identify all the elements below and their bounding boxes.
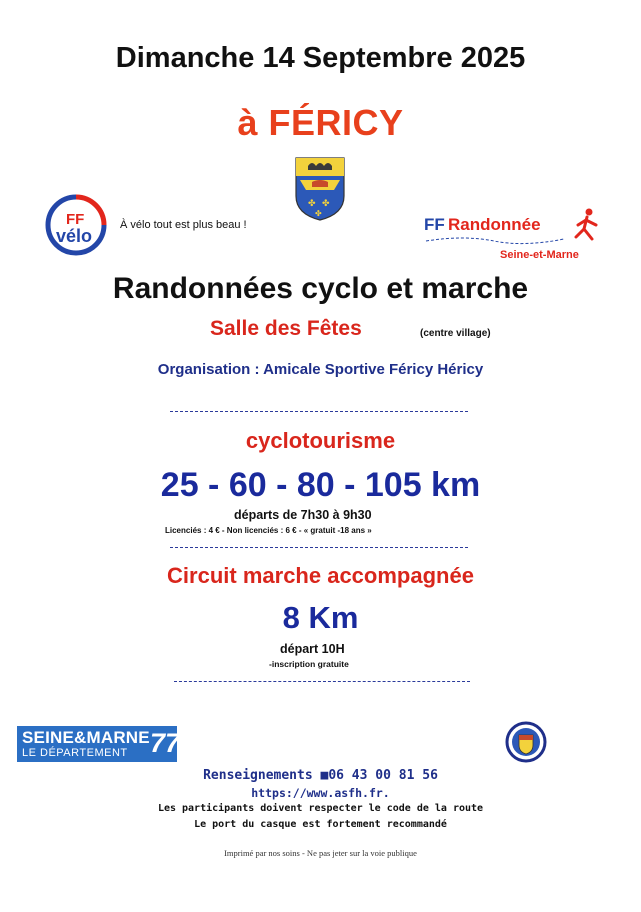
cyclotourisme-title: cyclotourisme xyxy=(245,428,396,453)
ffvelo-velo: vélo xyxy=(56,226,93,246)
divider xyxy=(170,411,468,412)
event-place: à FÉRICY xyxy=(237,102,404,143)
renseignements-phone: Renseignements ■06 43 00 81 56 xyxy=(203,768,438,783)
marche-inscription: -inscription gratuite xyxy=(269,659,349,669)
marche-distance: 8 Km xyxy=(282,600,359,635)
ffrando-sub: Seine-et-Marne xyxy=(500,249,579,261)
ffvelo-tagline: À vélo tout est plus beau ! xyxy=(120,219,247,231)
divider xyxy=(174,681,470,682)
seine-marne-line2: LE DÉPARTEMENT xyxy=(22,747,128,759)
svg-text:✤: ✤ xyxy=(322,199,330,209)
coat-of-arms-icon xyxy=(294,156,346,222)
event-date: Dimanche 14 Septembre 2025 xyxy=(115,42,526,74)
hiker-icon xyxy=(576,209,596,240)
divider xyxy=(170,547,468,548)
cyclo-departs: départs de 7h30 à 9h30 xyxy=(234,508,372,522)
ffrandonnee-logo xyxy=(424,205,604,261)
website-link[interactable]: https://www.asfh.fr. xyxy=(251,786,390,800)
ffvelo-ff: FF xyxy=(66,211,85,228)
printed-notice: Imprimé par nos soins - Ne pas jeter sur la voie publique xyxy=(224,848,417,858)
cyclo-tarifs: Licenciés : 4 € - Non licenciés : 6 € - « gratuit -18 ans » xyxy=(165,526,372,535)
ffrando-name: Randonnée xyxy=(448,215,541,234)
ffrando-ff: FF xyxy=(424,215,445,234)
rule-casque: Le port du casque est fortement recommandé xyxy=(194,819,447,830)
svg-text:✤: ✤ xyxy=(315,209,322,218)
marche-title: Circuit marche accompagnée xyxy=(167,563,474,588)
rule-code-route: Les participants doivent respecter le code de la route xyxy=(157,803,484,814)
club-badge-icon xyxy=(505,721,547,763)
marche-depart: départ 10H xyxy=(280,642,345,656)
venue-note: (centre village) xyxy=(420,328,491,339)
cyclo-distances: 25 - 60 - 80 - 105 km xyxy=(160,466,481,504)
svg-text:✤: ✤ xyxy=(308,199,316,209)
ffvelo-logo xyxy=(40,193,112,257)
seine-marne-number: 77 xyxy=(150,728,181,758)
venue-name: Salle des Fêtes xyxy=(210,317,362,340)
seine-et-marne-logo xyxy=(17,726,181,762)
seine-marne-line1: SEINE&MARNE xyxy=(22,728,150,747)
organisation-line: Organisation : Amicale Sportive Féricy Héricy xyxy=(157,361,484,378)
event-headline: Randonnées cyclo et marche xyxy=(112,272,529,305)
